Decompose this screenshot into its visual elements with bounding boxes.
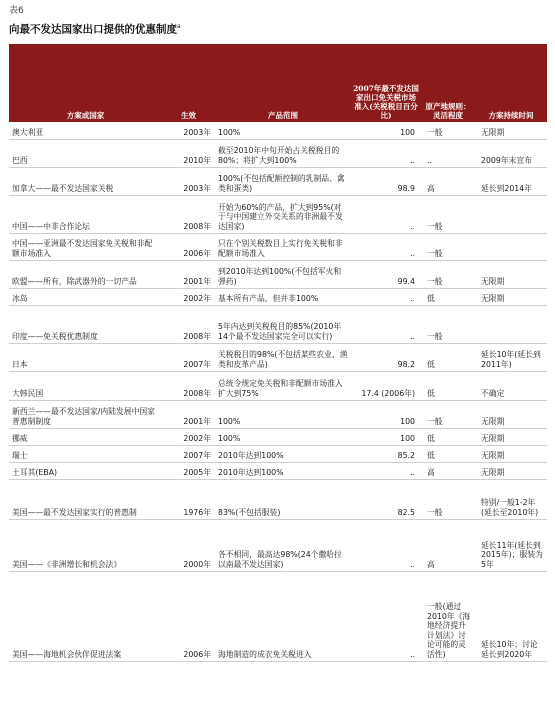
header-duration: 方案持续时间 [475, 44, 547, 122]
cell-scheme: 美国——最不发达国家实行的普惠制 [9, 479, 162, 519]
table-row [9, 233, 547, 260]
cell-market-access: .. [351, 305, 421, 343]
cell-product-scope: 83%(不包括服装) [215, 479, 351, 519]
cell-product-scope: 截至2010年中旬开始占关税税目的80%；将扩大到100% [215, 139, 351, 167]
cell-market-access: 99.4 [351, 260, 421, 288]
cell-duration: 无限期 [475, 122, 547, 139]
preferences-table [9, 44, 547, 662]
cell-rules-of-origin: 一般 [421, 479, 475, 519]
cell-duration: 无限期 [475, 428, 547, 445]
cell-product-scope: 5年内达到关税税目的85%(2010年14个最不发达国家完全可以实行) [215, 305, 351, 343]
cell-scheme: 加拿大——最不发达国家关税 [9, 167, 162, 195]
cell-effective: 2008年 [162, 195, 215, 233]
header-row [9, 44, 547, 122]
header-scheme: 方案或国家 [9, 44, 162, 122]
table-row [9, 479, 547, 519]
cell-product-scope: 2010年达到100% [215, 445, 351, 462]
cell-duration: 延长到2014年 [475, 167, 547, 195]
cell-market-access: 98.2 [351, 343, 421, 371]
cell-product-scope: 100% [215, 428, 351, 445]
table-row [9, 288, 547, 305]
cell-scheme: 美国——海地机会伙伴促进法案 [9, 571, 162, 661]
cell-scheme: 新西兰——最不发达国家/内陆发展中国家普惠制制度 [9, 400, 162, 428]
cell-scheme: 欧盟——所有，除武器外的一切产品 [9, 260, 162, 288]
cell-effective: 2001年 [162, 400, 215, 428]
cell-market-access: 100 [351, 122, 421, 139]
cell-rules-of-origin: 一般 [421, 260, 475, 288]
table-row [9, 371, 547, 400]
cell-market-access: .. [351, 519, 421, 571]
cell-effective: 2008年 [162, 305, 215, 343]
cell-scheme: 瑞士 [9, 445, 162, 462]
table-row [9, 122, 547, 139]
table-row [9, 445, 547, 462]
table-row [9, 462, 547, 479]
cell-market-access: 100 [351, 400, 421, 428]
cell-rules-of-origin: 高 [421, 167, 475, 195]
cell-product-scope: 关税税目的98%(不包括某些农业、渔类和皮革产品) [215, 343, 351, 371]
cell-effective: 2002年 [162, 288, 215, 305]
header-product-scope: 产品范围 [215, 44, 351, 122]
cell-duration [475, 195, 547, 233]
cell-product-scope: 100% [215, 400, 351, 428]
cell-scheme: 中国——中非合作论坛 [9, 195, 162, 233]
cell-effective: 2001年 [162, 260, 215, 288]
title-text: 向最不发达国家出口提供的优惠制度 [9, 23, 177, 36]
cell-rules-of-origin: 一般 [421, 305, 475, 343]
cell-scheme: 日本 [9, 343, 162, 371]
cell-rules-of-origin: 低 [421, 343, 475, 371]
title-footnote-marker: a [177, 23, 181, 30]
cell-market-access: 85.2 [351, 445, 421, 462]
cell-duration: 无限期 [475, 462, 547, 479]
cell-market-access: .. [351, 462, 421, 479]
cell-duration: 延长10年(延长到2011年) [475, 343, 547, 371]
cell-product-scope: 100%(不包括配额控制的乳制品、禽类和蛋类) [215, 167, 351, 195]
cell-duration: 延长11年(延长到2015年)；服装为5年 [475, 519, 547, 571]
cell-duration: 2009年末宣布 [475, 139, 547, 167]
header-rules-of-origin: 原产地规则：灵活程度 [421, 44, 475, 122]
table-title [9, 20, 181, 37]
cell-effective: 2003年 [162, 167, 215, 195]
cell-product-scope: 到2010年达到100%(不包括军火和弹药) [215, 260, 351, 288]
cell-scheme: 印度——免关税优惠制度 [9, 305, 162, 343]
cell-market-access: 100 [351, 428, 421, 445]
cell-rules-of-origin: 一般 [421, 122, 475, 139]
cell-market-access: .. [351, 139, 421, 167]
cell-scheme: 巴西 [9, 139, 162, 167]
cell-product-scope: 基本所有产品，但并非100% [215, 288, 351, 305]
cell-product-scope: 100% [215, 122, 351, 139]
cell-scheme: 挪威 [9, 428, 162, 445]
header-market-access: 2007年最不发达国家出口免关税市场准入(关税税目百分比) [351, 44, 421, 122]
cell-effective: 2005年 [162, 462, 215, 479]
cell-rules-of-origin: 一般 [421, 195, 475, 233]
cell-duration: 无限期 [475, 445, 547, 462]
cell-market-access: 17.4 (2006年) [351, 371, 421, 400]
table-row [9, 305, 547, 343]
cell-scheme: 土耳其(EBA) [9, 462, 162, 479]
cell-duration: 不确定 [475, 371, 547, 400]
cell-scheme: 冰岛 [9, 288, 162, 305]
table-row [9, 260, 547, 288]
cell-effective: 2007年 [162, 445, 215, 462]
cell-effective: 2010年 [162, 139, 215, 167]
table-row [9, 428, 547, 445]
cell-market-access: 82.5 [351, 479, 421, 519]
header-effective: 生效 [162, 44, 215, 122]
cell-product-scope: 只在个别关税数目上实行免关税和非配额市场准入 [215, 233, 351, 260]
cell-effective: 2006年 [162, 233, 215, 260]
cell-product-scope: 开始为60%的产品，扩大到95%(对于与中国建立外交关系的非洲最不发达国家) [215, 195, 351, 233]
table-row [9, 139, 547, 167]
cell-rules-of-origin: 低 [421, 371, 475, 400]
cell-market-access: .. [351, 571, 421, 661]
cell-product-scope: 2010年达到100% [215, 462, 351, 479]
table-row [9, 167, 547, 195]
cell-market-access: .. [351, 233, 421, 260]
cell-effective: 2008年 [162, 371, 215, 400]
cell-effective: 2007年 [162, 343, 215, 371]
cell-duration [475, 305, 547, 343]
cell-market-access: .. [351, 195, 421, 233]
cell-market-access: .. [351, 288, 421, 305]
table-row [9, 519, 547, 571]
cell-product-scope: 各不相同，最高达98%(24个撒哈拉以南最不发达国家) [215, 519, 351, 571]
cell-scheme: 中国——亚洲最不发达国家免关税和非配额市场准入 [9, 233, 162, 260]
cell-rules-of-origin: .. [421, 139, 475, 167]
table-row [9, 571, 547, 661]
cell-duration: 无限期 [475, 400, 547, 428]
cell-scheme: 美国——《非洲增长和机会法》 [9, 519, 162, 571]
cell-effective: 1976年 [162, 479, 215, 519]
cell-duration: 无限期 [475, 260, 547, 288]
cell-product-scope: 海地制造的成衣免关税进入 [215, 571, 351, 661]
cell-rules-of-origin: 低 [421, 288, 475, 305]
cell-effective: 2006年 [162, 571, 215, 661]
cell-rules-of-origin: 低 [421, 445, 475, 462]
cell-product-scope: 总统令规定免关税和非配额市场准入扩大到75% [215, 371, 351, 400]
cell-rules-of-origin: 一般 [421, 400, 475, 428]
cell-market-access: 98.9 [351, 167, 421, 195]
cell-scheme: 澳大利亚 [9, 122, 162, 139]
cell-scheme: 大韩民国 [9, 371, 162, 400]
cell-effective: 2003年 [162, 122, 215, 139]
table-row [9, 400, 547, 428]
cell-duration: 延长10年；讨论延长到2020年 [475, 571, 547, 661]
cell-duration: 无限期 [475, 288, 547, 305]
table-row [9, 343, 547, 371]
cell-effective: 2002年 [162, 428, 215, 445]
table-label: 表6 [9, 6, 24, 16]
cell-rules-of-origin: 一般 [421, 233, 475, 260]
cell-rules-of-origin: 高 [421, 462, 475, 479]
cell-effective: 2000年 [162, 519, 215, 571]
table-row [9, 195, 547, 233]
cell-duration: 特别/一般1-2年(延长至2010年) [475, 479, 547, 519]
cell-rules-of-origin: 高 [421, 519, 475, 571]
cell-rules-of-origin: 一般(通过2010年《海地经济提升计划法》讨论可能的灵活性) [421, 571, 475, 661]
cell-rules-of-origin: 低 [421, 428, 475, 445]
cell-duration [475, 233, 547, 260]
